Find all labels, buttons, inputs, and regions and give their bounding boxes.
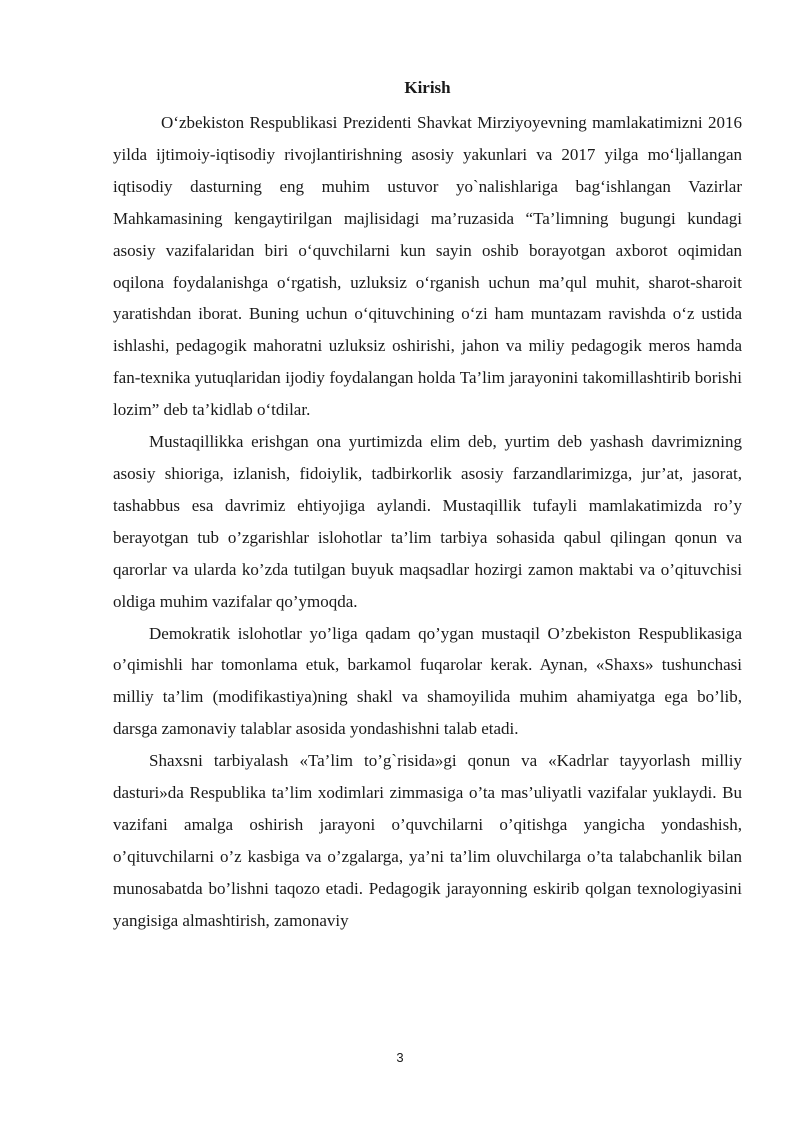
section-title: Kirish xyxy=(404,78,451,97)
paragraph-3: Demokratik islohotlar yo’liga qadam qo’ygan mustaqil O’zbekiston Respublikasiga o’qimishli har tomonlama etuk, barkamol fuqarolar kerak. Aynan, «Shaxs» tushunchasi milliy ta’lim (modifikastiya)ning shakl va shamoyilida muhim ahamiyatga ega bo’lib, darsga zamonaviy talablar asosida yondashishni talab etadi. xyxy=(113,623,742,739)
paragraph-4: Shaxsni tarbiyalash «Ta’lim to’g`risida»gi qonun va «Kadrlar tayyorlash milliy dasturi»da Respublika ta’lim xodimlari zimmasiga o’ta mas’uliyatli vazifalar yuklaydi. Bu vazifani amalga oshirish jarayoni o’quvchilarni o’qitishga yangicha yondashish, o’qituvchilarni o’z kasbiga va o’zgalarga, ya’ni ta’lim oluvchilarga o’ta talabchanlik bilan munosabatda bo’lishni taqozo etadi. Pedagogik jarayonning eskirib qolgan texnologiyasini yangisiga almashtirish, zamonaviy xyxy=(113,751,742,930)
page-number: 3 xyxy=(396,1050,404,1065)
paragraph-1: O‘zbekiston Respublikasi Prezidenti Shavkat Mirziyoyevning mamlakatimizni 2016 yilda ijtimoiy-iqtisodiy rivojlantirishning asosiy yakunlari va 2017 yilga mo‘ljallangan iqtisodiy dasturning eng muhim ustuvor yo`nalishlariga bag‘ishlangan Vazirlar Mahkamasining kengaytirilgan majlisidagi ma’ruzasida “Ta’limning bugungi kundagi asosiy vazifalaridan biri o‘quvchilarni kun sayin oshib borayotgan axborot oqimidan oqilona foydalanishga o‘rgatish, uzluksiz o‘rganish uchun ma’qul muhit, sharot-sharoit yaratishdan iborat. Buning uchun o‘qituvchining o‘zi ham muntazam ravishda o‘z ustida ishlashi, pedagogik mahoratni uzluksiz oshirishi, jahon va miliy pedagogik meros hamda fan-texnika yutuqlaridan ijodiy foydalangan holda Ta’lim jarayonini takomillashtirib borishi lozim” deb ta’kidlab o‘tdilar. xyxy=(113,113,742,420)
page-body xyxy=(113,74,742,937)
paragraph-2: Mustaqillikka erishgan ona yurtimizda elim deb, yurtim deb yashash davrimizning asosiy shioriga, izlanish, fidoiylik, tadbirkorlik asosiy farzandlarimizga, jur’at, jasorat, tashabbus esa davrimiz ehtiyojiga aylandi. Mustaqillik tufayli mamlakatimizda ro’y berayotgan tub o’zgarishlar islohotlar ta’lim tarbiya sohasida qabul qilingan qonun va qarorlar va ularda ko’zda tutilgan buyuk maqsadlar hozirgi zamon maktabi va o’qituvchisi oldiga muhim vazifalar qo’ymoqda. xyxy=(113,432,742,611)
